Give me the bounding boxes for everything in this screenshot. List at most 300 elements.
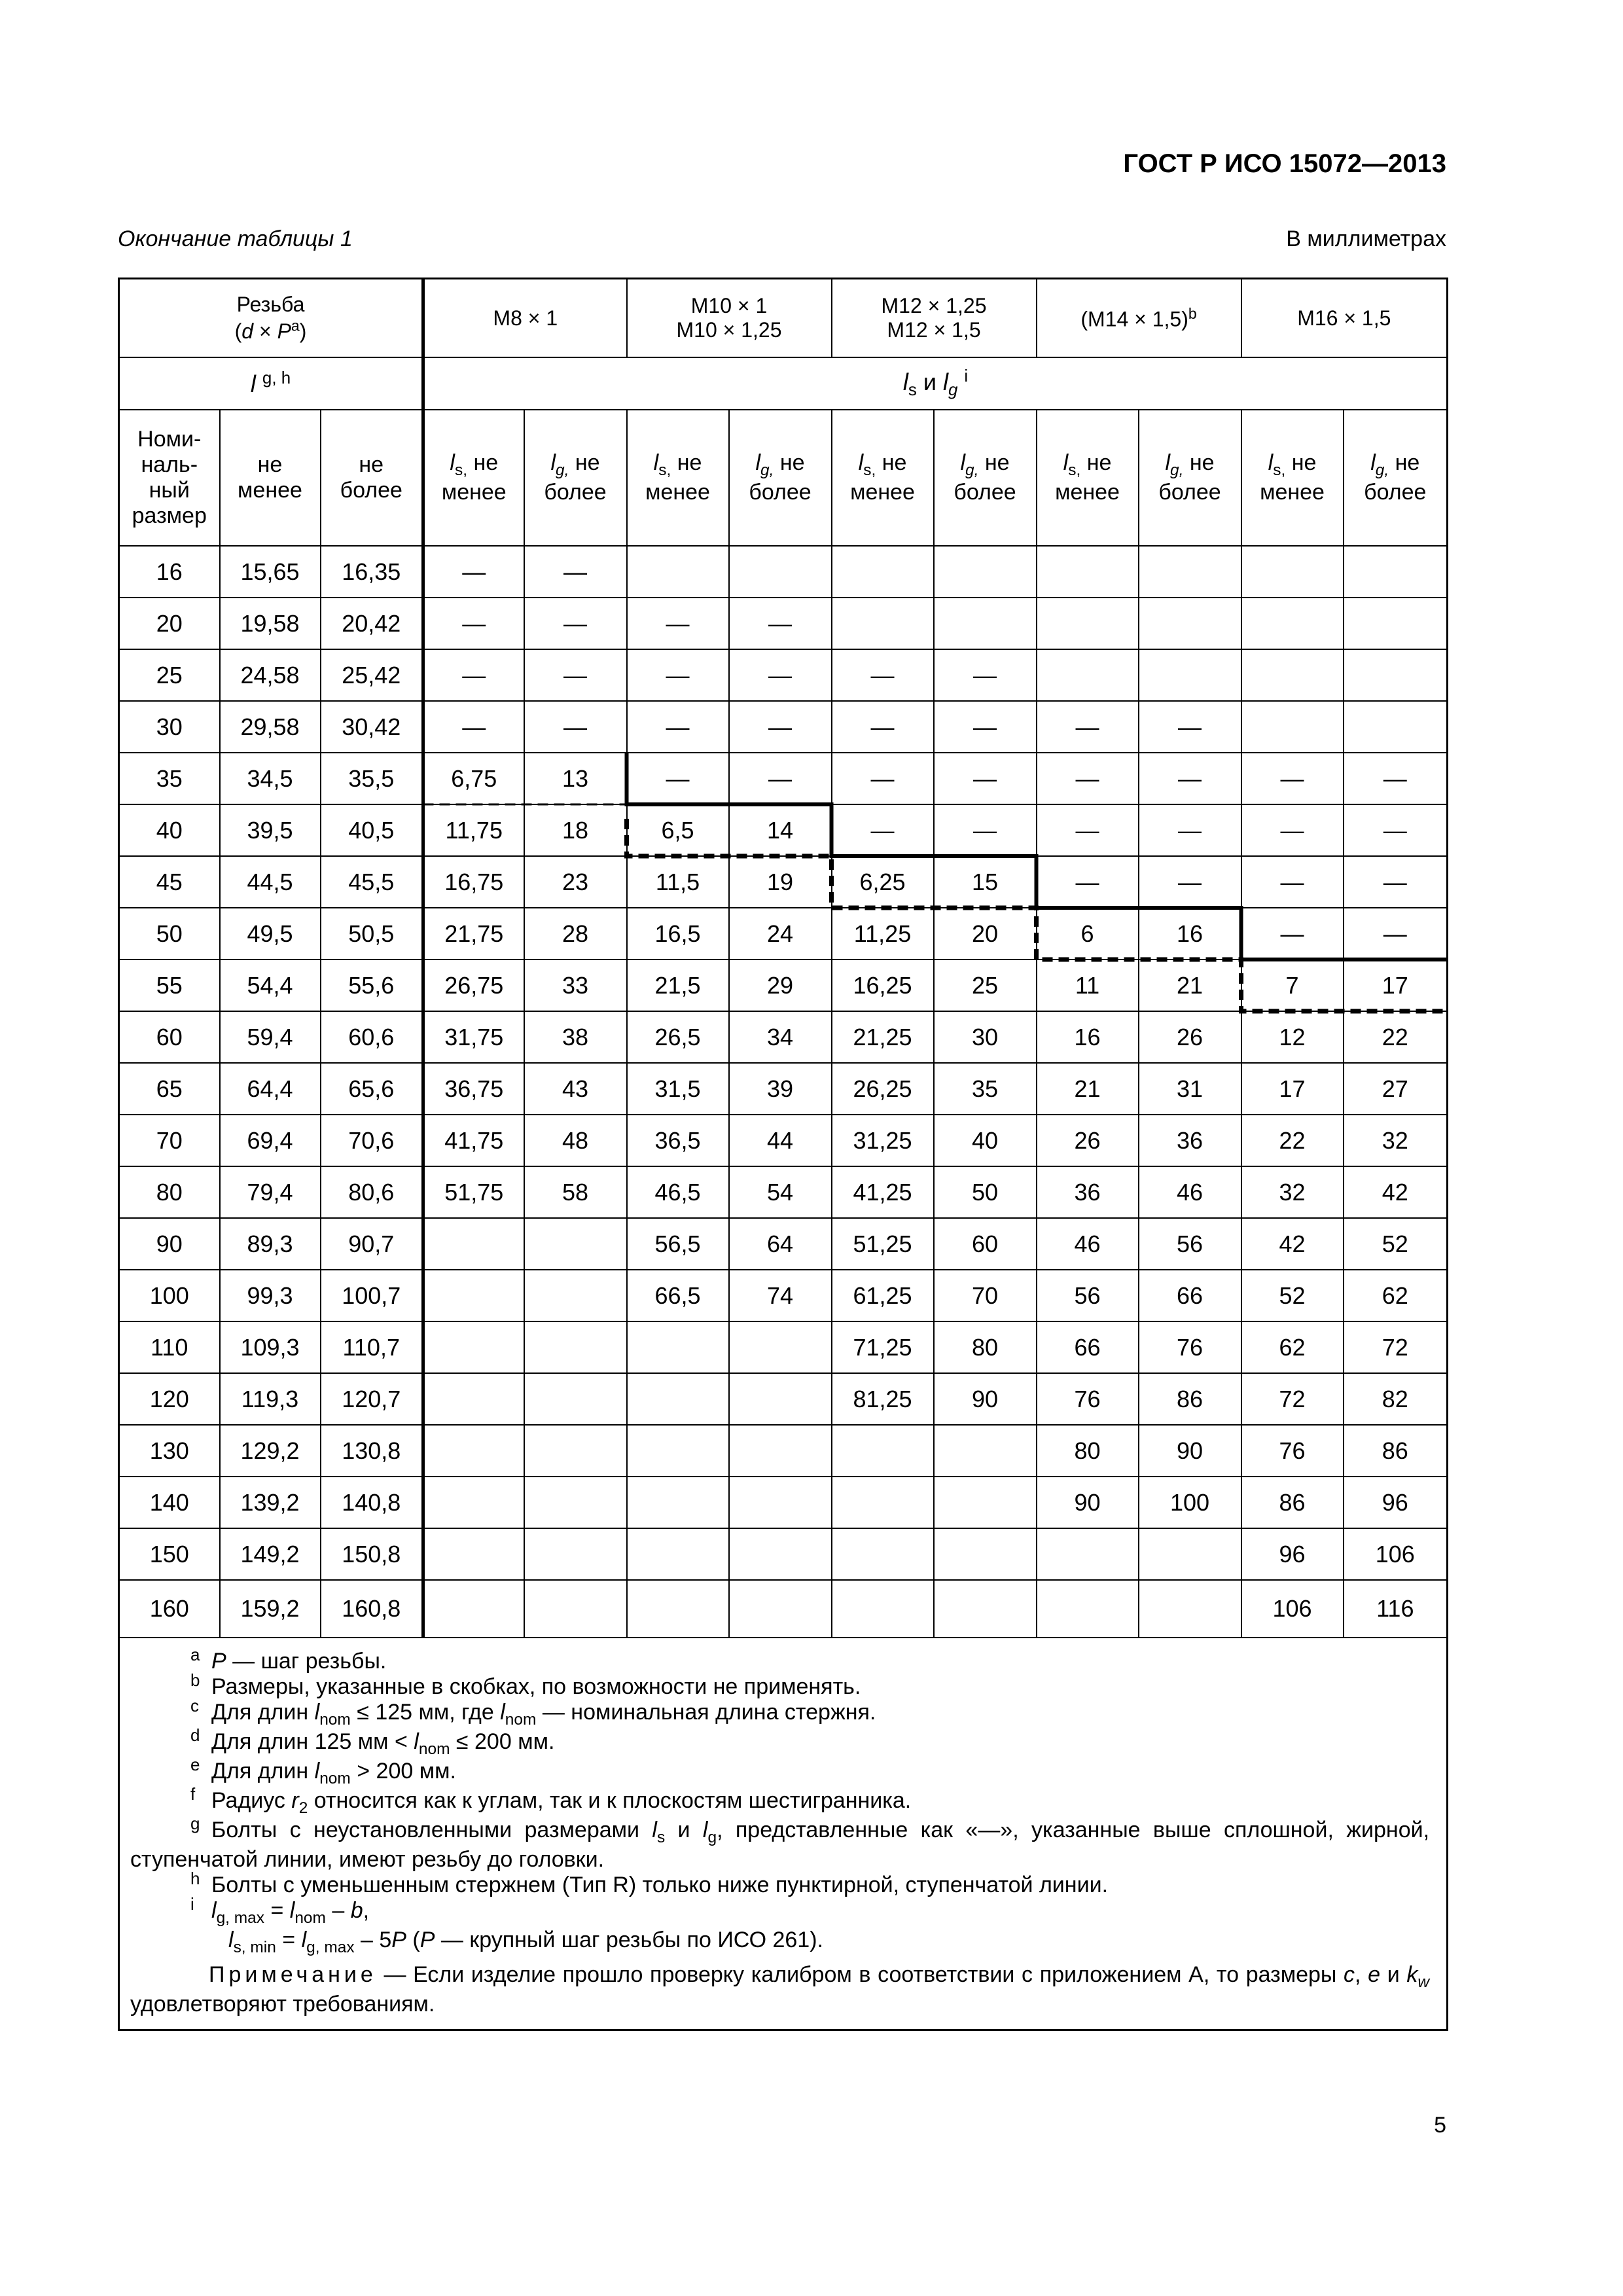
table-cell: 100,7 (321, 1270, 423, 1321)
table-cell: 60 (934, 1218, 1037, 1270)
table-cell: 26 (1139, 1011, 1241, 1063)
table-cell (524, 1425, 627, 1477)
table-cell: — (729, 598, 832, 649)
table-cell: 139,2 (220, 1477, 321, 1528)
table-cell: 56 (1139, 1218, 1241, 1270)
table-cell: — (934, 649, 1037, 701)
table-row (119, 1321, 1448, 1373)
table-cell: — (627, 649, 729, 701)
table-row (119, 1425, 1448, 1477)
lg-max-header: $l_{g,}$ не более (524, 410, 627, 546)
table-cell: — (524, 649, 627, 701)
table-cell: 110,7 (321, 1321, 423, 1373)
table-cell: 65 (119, 1063, 220, 1115)
table-cell: 110 (119, 1321, 220, 1373)
footnote-d: d Для длин 125 мм < $l_{nom} \le 200$ мм. (190, 1725, 555, 1758)
table-cell: — (1037, 856, 1139, 908)
ls-min-header: $l_{s,}$ не менее (1241, 410, 1344, 546)
footnotes-row (119, 1638, 1448, 2030)
table-row (119, 1166, 1448, 1218)
table-cell (934, 1425, 1037, 1477)
table-row (119, 701, 1448, 753)
lg-max-header: $l_{g,}$ не более (1344, 410, 1448, 546)
table-row (119, 1528, 1448, 1580)
table-cell: 86 (1241, 1477, 1344, 1528)
table-cell: 72 (1241, 1373, 1344, 1425)
table-cell: 23 (524, 856, 627, 908)
table-cell (934, 1477, 1037, 1528)
dimensions-table (118, 278, 1448, 2031)
table-cell: — (934, 753, 1037, 804)
table-cell: 80 (934, 1321, 1037, 1373)
table-cell: 40 (119, 804, 220, 856)
table-cell: 19 (729, 856, 832, 908)
table-cell: 51,75 (423, 1166, 524, 1218)
table-cell (729, 1373, 832, 1425)
page-number: 5 (1434, 2113, 1446, 2138)
table-cell (832, 1528, 934, 1580)
footnote-h: h Болты с уменьшенным стержнем (Тип R) только ниже пунктирной, ступенчатой линии. (190, 1868, 1109, 1898)
table-row (119, 804, 1448, 856)
table-cell: 60,6 (321, 1011, 423, 1063)
table-cell: 38 (524, 1011, 627, 1063)
table-cell: 60 (119, 1011, 220, 1063)
table-cell: — (832, 649, 934, 701)
table-cell (832, 1477, 934, 1528)
size-header-m16: M16 × 1,5 (1241, 279, 1448, 358)
table-cell: 90 (119, 1218, 220, 1270)
footnote-b: b Размеры, указанные в скобках, по возможности не применять. (190, 1670, 861, 1700)
table-cell: 25,42 (321, 649, 423, 701)
table-cell: 130 (119, 1425, 220, 1477)
table-cell (1344, 701, 1448, 753)
table-cell: 54,4 (220, 960, 321, 1011)
table-cell: 16 (1037, 1011, 1139, 1063)
table-cell: 54 (729, 1166, 832, 1218)
table-cell: 29 (729, 960, 832, 1011)
table-row (119, 856, 1448, 908)
table-row (119, 753, 1448, 804)
footnotes-cell (119, 1638, 1448, 2030)
table-cell (1139, 598, 1241, 649)
table-cell: — (1139, 804, 1241, 856)
table-row (119, 1115, 1448, 1166)
table-cell: — (1139, 856, 1241, 908)
table-cell: 52 (1344, 1218, 1448, 1270)
table-cell: 32 (1344, 1115, 1448, 1166)
table-cell (1241, 701, 1344, 753)
table-cell (1037, 546, 1139, 598)
table-cell: 30 (934, 1011, 1037, 1063)
table-cell: 59,4 (220, 1011, 321, 1063)
table-cell: 70,6 (321, 1115, 423, 1166)
table-cell: 129,2 (220, 1425, 321, 1477)
table-cell: 55 (119, 960, 220, 1011)
table-cell: — (832, 804, 934, 856)
table-cell: — (1037, 701, 1139, 753)
table-cell: 32 (1241, 1166, 1344, 1218)
table-cell (832, 1580, 934, 1638)
table-cell: 21 (1139, 960, 1241, 1011)
table-cell (832, 546, 934, 598)
table-cell: 35 (934, 1063, 1037, 1115)
table-cell: 16 (1139, 908, 1241, 960)
table-cell: 72 (1344, 1321, 1448, 1373)
table-row (119, 908, 1448, 960)
table-cell (627, 1425, 729, 1477)
table-cell: 70 (934, 1270, 1037, 1321)
table-cell: 140,8 (321, 1477, 423, 1528)
table-cell: — (1344, 804, 1448, 856)
table-cell: 21 (1037, 1063, 1139, 1115)
table-cell: — (1241, 856, 1344, 908)
table-cell: — (729, 753, 832, 804)
table-cell: 80,6 (321, 1166, 423, 1218)
table-cell: 55,6 (321, 960, 423, 1011)
table-cell: 7 (1241, 960, 1344, 1011)
lg-max-header: $l_{g,}$ не более (1139, 410, 1241, 546)
table-cell: 31,75 (423, 1011, 524, 1063)
thread-header-cell (119, 279, 423, 358)
table-cell: 149,2 (220, 1528, 321, 1580)
table-cell: 106 (1241, 1580, 1344, 1638)
table-cell: 71,25 (832, 1321, 934, 1373)
table-cell (1139, 1580, 1241, 1638)
table-cell: 90 (934, 1373, 1037, 1425)
table-cell (524, 1580, 627, 1638)
table-cell: 16,5 (627, 908, 729, 960)
size-header-m12: M12 × 1,25 M12 × 1,5 (832, 279, 1037, 358)
table-cell: 35,5 (321, 753, 423, 804)
table-cell: 160,8 (321, 1580, 423, 1638)
table-cell: 45 (119, 856, 220, 908)
table-cell: 11,25 (832, 908, 934, 960)
ls-min-header: $l_{s,}$ не менее (627, 410, 729, 546)
table-cell: 6 (1037, 908, 1139, 960)
table-cell: 30 (119, 701, 220, 753)
column-header-row (119, 410, 1448, 546)
footnote-c: c Для длин $l_{nom} \le 125$ мм, где $l_{nom}$ — номинальная длина стержня. (190, 1695, 876, 1729)
table-row (119, 1063, 1448, 1115)
table-cell: 120,7 (321, 1373, 423, 1425)
ls-min-header: $l_{s,}$ не менее (832, 410, 934, 546)
table-cell: 70 (119, 1115, 220, 1166)
table-cell: 96 (1241, 1528, 1344, 1580)
table-cell (1344, 649, 1448, 701)
table-cell: 150,8 (321, 1528, 423, 1580)
table-cell: — (524, 546, 627, 598)
table-cell: — (1241, 804, 1344, 856)
table-cell: 26,5 (627, 1011, 729, 1063)
table-cell: 22 (1344, 1011, 1448, 1063)
size-header-m10: M10 × 1 M10 × 1,25 (627, 279, 832, 358)
table-cell: — (1139, 753, 1241, 804)
table-cell: 50,5 (321, 908, 423, 960)
table-cell: 30,42 (321, 701, 423, 753)
table-cell: 96 (1344, 1477, 1448, 1528)
max-header: не более (321, 410, 423, 546)
table-cell: 86 (1139, 1373, 1241, 1425)
table-cell: 24,58 (220, 649, 321, 701)
table-cell: 46 (1139, 1166, 1241, 1218)
table-cell: — (832, 753, 934, 804)
table-cell: 29,58 (220, 701, 321, 753)
table-cell: 50 (119, 908, 220, 960)
lg-max-header: $l_{g,}$ не более (729, 410, 832, 546)
table-cell: 17 (1241, 1063, 1344, 1115)
table-cell: 62 (1241, 1321, 1344, 1373)
table-cell: 52 (1241, 1270, 1344, 1321)
min-header: не менее (220, 410, 321, 546)
table-cell: 25 (119, 649, 220, 701)
l-header-cell: l $^{g, h}$ (119, 357, 423, 410)
table-cell: 90 (1139, 1425, 1241, 1477)
table-cell: 11 (1037, 960, 1139, 1011)
table-cell: 36,75 (423, 1063, 524, 1115)
table-cell (729, 1321, 832, 1373)
table-cell: 18 (524, 804, 627, 856)
table-row (119, 546, 1448, 598)
table-cell: 69,4 (220, 1115, 321, 1166)
table-cell: 109,3 (220, 1321, 321, 1373)
table-cell (1241, 598, 1344, 649)
table-cell (1139, 1528, 1241, 1580)
table-cell: 16,25 (832, 960, 934, 1011)
table-cell: — (423, 649, 524, 701)
table-cell (423, 1218, 524, 1270)
table-cell (1037, 1528, 1139, 1580)
table-cell (729, 1580, 832, 1638)
table-cell: 12 (1241, 1011, 1344, 1063)
table-cell (524, 1218, 627, 1270)
table-cell: 34 (729, 1011, 832, 1063)
table-cell: — (934, 804, 1037, 856)
table-cell: 6,25 (832, 856, 934, 908)
table-cell: 13 (524, 753, 627, 804)
table-cell (524, 1270, 627, 1321)
table-cell: 42 (1241, 1218, 1344, 1270)
table-cell: 66 (1139, 1270, 1241, 1321)
table-cell: 15 (934, 856, 1037, 908)
table-cell (1344, 598, 1448, 649)
footnote-i: i $l_{g, max} = l_{nom} - b$, (190, 1893, 370, 1927)
table-cell: 66 (1037, 1321, 1139, 1373)
table-cell: 89,3 (220, 1218, 321, 1270)
table-cell (627, 1528, 729, 1580)
table-cell: 14 (729, 804, 832, 856)
table-cell: 82 (1344, 1373, 1448, 1425)
table-cell: — (1344, 753, 1448, 804)
table-cell (934, 598, 1037, 649)
table-cell: 41,75 (423, 1115, 524, 1166)
table-cell: 76 (1241, 1425, 1344, 1477)
table-row (119, 1011, 1448, 1063)
table-cell: 27 (1344, 1063, 1448, 1115)
table-cell (524, 1373, 627, 1425)
table-cell: 28 (524, 908, 627, 960)
table-cell: 51,25 (832, 1218, 934, 1270)
table-cell (423, 1580, 524, 1638)
table-cell (423, 1270, 524, 1321)
table-cell: — (1037, 804, 1139, 856)
table-cell (1037, 649, 1139, 701)
table-cell: 65,6 (321, 1063, 423, 1115)
table-cell: 56,5 (627, 1218, 729, 1270)
table-cell: 11,5 (627, 856, 729, 908)
table-cell: 44 (729, 1115, 832, 1166)
ls-lg-header-cell: $l_s$ и $l_g$ $^i$ (423, 357, 1448, 410)
table-row (119, 649, 1448, 701)
thread-header-formula: $(d \times P^a)$ (234, 317, 307, 343)
table-cell: — (1241, 908, 1344, 960)
table-cell (832, 1425, 934, 1477)
table-cell (524, 1477, 627, 1528)
table-cell: 34,5 (220, 753, 321, 804)
table-cell: 64 (729, 1218, 832, 1270)
footnote-a: a P — шаг резьбы. (190, 1644, 387, 1674)
table-cell: — (524, 701, 627, 753)
ls-min-header: $l_{s,}$ не менее (423, 410, 524, 546)
table-row (119, 1580, 1448, 1638)
table-cell: — (729, 649, 832, 701)
table-cell (627, 546, 729, 598)
table-cell: 39,5 (220, 804, 321, 856)
table-cell (934, 546, 1037, 598)
table-cell (627, 1321, 729, 1373)
table-cell: 76 (1139, 1321, 1241, 1373)
table-cell: 116 (1344, 1580, 1448, 1638)
table-cell: 150 (119, 1528, 220, 1580)
table-cell: 21,5 (627, 960, 729, 1011)
table-cell: 31,5 (627, 1063, 729, 1115)
table-cell: 44,5 (220, 856, 321, 908)
table-cell (1139, 649, 1241, 701)
table-cell: 25 (934, 960, 1037, 1011)
table-row (119, 1218, 1448, 1270)
table-cell: 39 (729, 1063, 832, 1115)
table-cell: 15,65 (220, 546, 321, 598)
table-cell (524, 1528, 627, 1580)
table-cell (934, 1528, 1037, 1580)
table-cell: 86 (1344, 1425, 1448, 1477)
table-cell (524, 1321, 627, 1373)
table-cell: 31,25 (832, 1115, 934, 1166)
table-cell: 42 (1344, 1166, 1448, 1218)
standard-designation: ГОСТ Р ИСО 15072—2013 (1123, 149, 1446, 178)
table-note: Примечание — Если изделие прошло проверку калибром в соответствии с приложением А, то размеры c, e и $k_w$ удовлетворяют требованиям. (130, 1962, 1430, 2017)
table-cell: 100 (119, 1270, 220, 1321)
size-header-m8: M8 × 1 (423, 279, 627, 358)
table-cell: 66,5 (627, 1270, 729, 1321)
table-cell: 21,25 (832, 1011, 934, 1063)
table-cell (423, 1528, 524, 1580)
table-cell (423, 1477, 524, 1528)
table-cell (423, 1425, 524, 1477)
table-cell: 106 (1344, 1528, 1448, 1580)
table-cell (934, 1580, 1037, 1638)
table-cell: 6,75 (423, 753, 524, 804)
table-cell: — (627, 701, 729, 753)
table-cell: 16,75 (423, 856, 524, 908)
table-cell: — (524, 598, 627, 649)
table-cell: 58 (524, 1166, 627, 1218)
table-cell (423, 1373, 524, 1425)
table-cell: — (423, 598, 524, 649)
table-cell (1139, 546, 1241, 598)
table-row (119, 598, 1448, 649)
table-cell (627, 1477, 729, 1528)
footnote-i-line2: $l_{s, min} = l_{g, max} - 5P$ (P — крупный шаг резьбы по ИСО 261). (228, 1928, 823, 1956)
table-cell: 80 (119, 1166, 220, 1218)
table-cell: 100 (1139, 1477, 1241, 1528)
thread-header-label: Резьба (236, 293, 305, 317)
table-cell: 130,8 (321, 1425, 423, 1477)
table-cell: 46 (1037, 1218, 1139, 1270)
table-cell: 26,25 (832, 1063, 934, 1115)
table-row (119, 960, 1448, 1011)
table-cell: 120 (119, 1373, 220, 1425)
table-cell: 160 (119, 1580, 220, 1638)
table-row (119, 1477, 1448, 1528)
table-row (119, 1270, 1448, 1321)
table-cell: 40 (934, 1115, 1037, 1166)
table-cell (729, 1528, 832, 1580)
table-wrapper (118, 278, 1446, 2031)
table-cell (729, 1425, 832, 1477)
table-cell: — (832, 701, 934, 753)
table-cell: 26 (1037, 1115, 1139, 1166)
table-cell: 36,5 (627, 1115, 729, 1166)
footnote-g: g Болты с неустановленными размерами $l_s$ и $l_g$, представленные как «—», указанные выше сплошной, жирной, ступенчатой линии, имеют резьбу до головки. (130, 1813, 1430, 1872)
table-cell: 49,5 (220, 908, 321, 960)
table-cell: — (423, 701, 524, 753)
table-cell: 6,5 (627, 804, 729, 856)
table-cell: 79,4 (220, 1166, 321, 1218)
table-cell: 16,35 (321, 546, 423, 598)
table-cell: 62 (1344, 1270, 1448, 1321)
footnote-f: f Радиус $r_2$ относится как к углам, так и к плоскостям шестигранника. (190, 1784, 912, 1817)
table-cell (729, 1477, 832, 1528)
table-cell: 159,2 (220, 1580, 321, 1638)
table-cell: 24 (729, 908, 832, 960)
table-cell: — (934, 701, 1037, 753)
length-group-header-row (119, 357, 1448, 410)
table-cell: — (627, 753, 729, 804)
table-cell: — (1139, 701, 1241, 753)
nominal-size-header: Номи- наль- ный размер (119, 410, 220, 546)
table-cell (627, 1580, 729, 1638)
table-cell (1037, 598, 1139, 649)
lg-max-header: $l_{g,}$ не более (934, 410, 1037, 546)
table-cell: 81,25 (832, 1373, 934, 1425)
table-cell: 99,3 (220, 1270, 321, 1321)
footnote-e: e Для длин $l_{nom} > 200$ мм. (190, 1754, 456, 1787)
table-cell: 140 (119, 1477, 220, 1528)
table-cell: 22 (1241, 1115, 1344, 1166)
thread-size-header-row (119, 279, 1448, 358)
table-cell: — (1037, 753, 1139, 804)
table-cell: 45,5 (321, 856, 423, 908)
table-cell: 48 (524, 1115, 627, 1166)
table-cell: 61,25 (832, 1270, 934, 1321)
table-cell: 31 (1139, 1063, 1241, 1115)
table-cell: 35 (119, 753, 220, 804)
table-cell: 20 (934, 908, 1037, 960)
table-cell (729, 546, 832, 598)
table-cell: 64,4 (220, 1063, 321, 1115)
size-header-m14: $(M14 \times 1,5)^b$ (1037, 279, 1241, 358)
table-cell (1241, 546, 1344, 598)
